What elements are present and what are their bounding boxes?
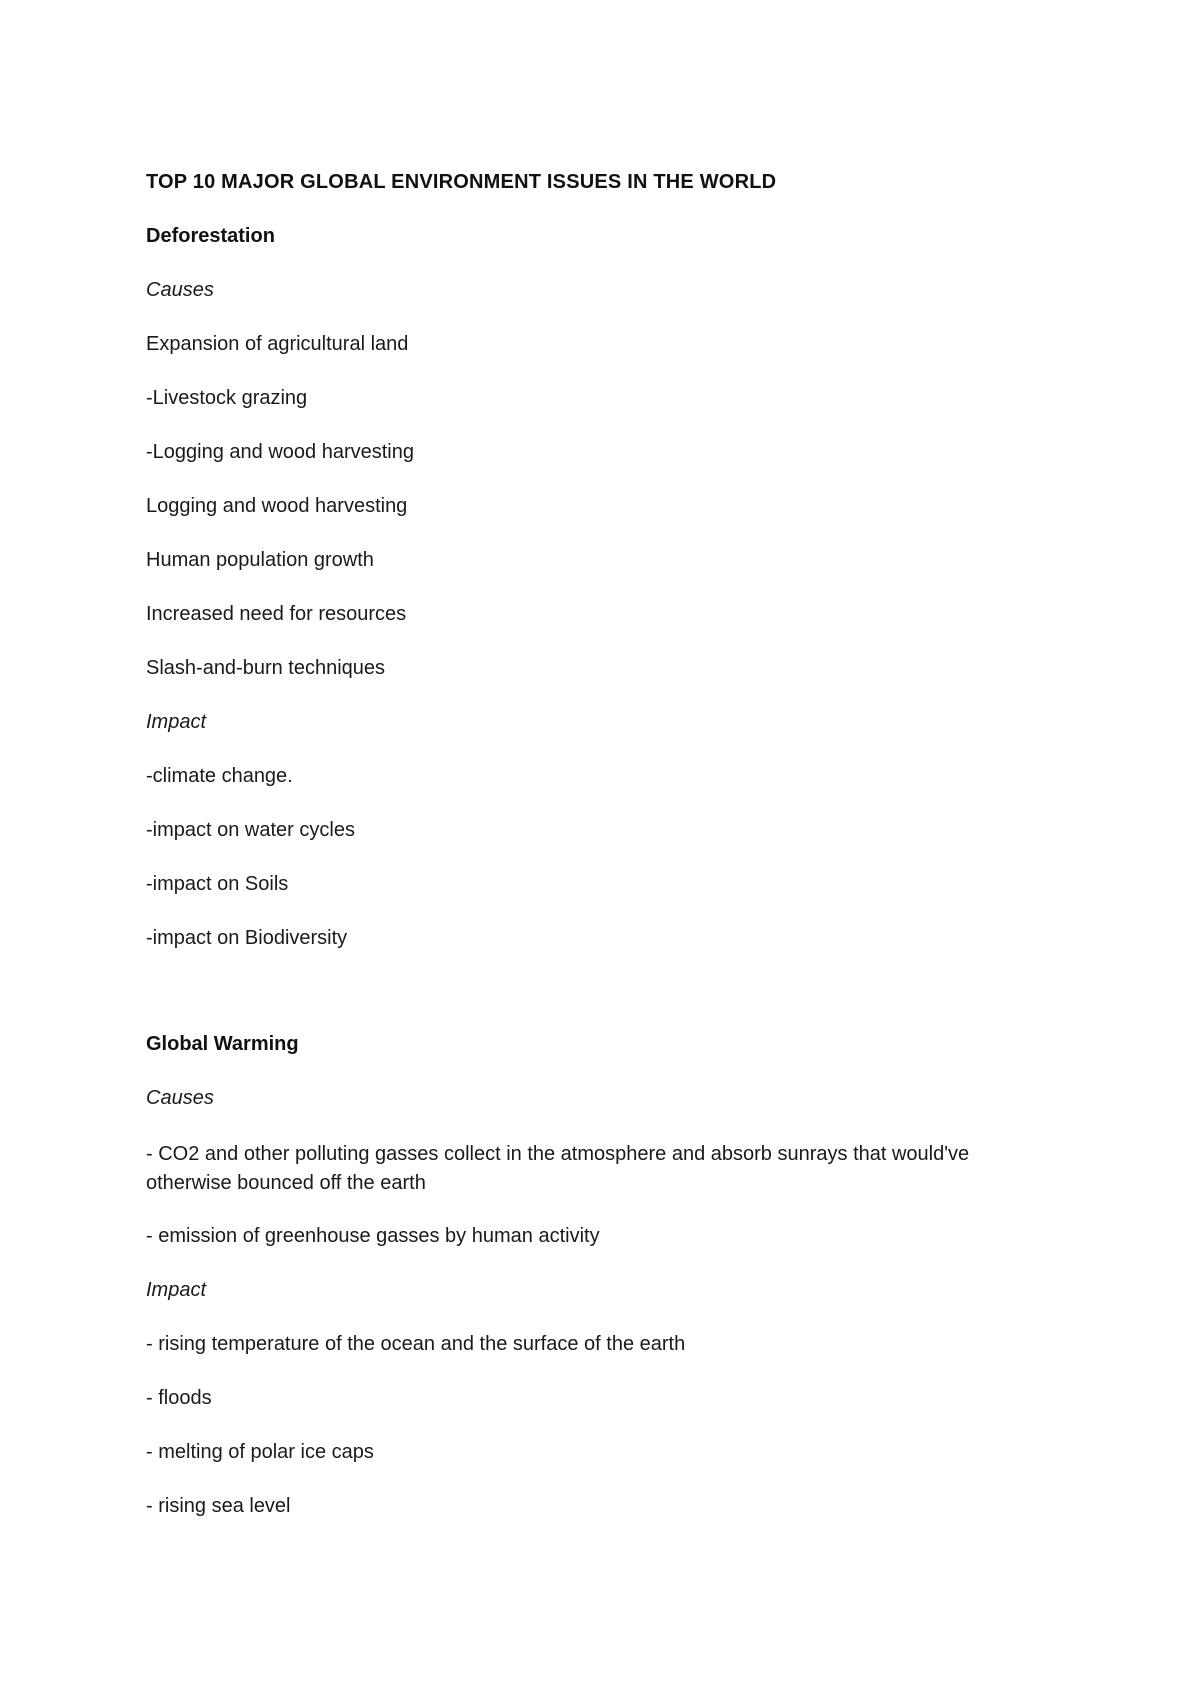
list-item: - CO2 and other polluting gasses collect in the atmosphere and absorb sunrays that would've otherwise bounced off the earth xyxy=(146,1143,970,1194)
section-heading: Deforestation xyxy=(146,225,275,247)
list-item: -Livestock grazing xyxy=(146,387,308,409)
section-spacer xyxy=(146,980,1006,1032)
list-item: -impact on water cycles xyxy=(146,819,355,841)
causes-label: Causes xyxy=(146,1087,214,1109)
document-page xyxy=(146,170,1006,1548)
list-item: - rising sea level xyxy=(146,1495,291,1517)
list-item: - emission of greenhouse gasses by human activity xyxy=(146,1225,600,1247)
impact-label: Impact xyxy=(146,1279,207,1301)
list-item: - melting of polar ice caps xyxy=(146,1441,374,1463)
list-item: Expansion of agricultural land xyxy=(146,333,409,355)
list-item: - floods xyxy=(146,1387,212,1409)
section-deforestation xyxy=(146,224,1006,980)
list-item: -impact on Biodiversity xyxy=(146,927,348,949)
document-title: TOP 10 MAJOR GLOBAL ENVIRONMENT ISSUES IN THE WORLD xyxy=(146,171,777,193)
list-item: Human population growth xyxy=(146,549,374,571)
section-global-warming xyxy=(146,1032,1006,1548)
list-item: Increased need for resources xyxy=(146,603,407,625)
list-item: - rising temperature of the ocean and the surface of the earth xyxy=(146,1333,686,1355)
list-item: -impact on Soils xyxy=(146,873,289,895)
list-item: Slash-and-burn techniques xyxy=(146,657,386,679)
impact-label: Impact xyxy=(146,711,207,733)
list-item: Logging and wood harvesting xyxy=(146,495,408,517)
section-heading: Global Warming xyxy=(146,1033,299,1055)
list-item: -Logging and wood harvesting xyxy=(146,441,414,463)
causes-label: Causes xyxy=(146,279,214,301)
list-item: -climate change. xyxy=(146,765,293,787)
